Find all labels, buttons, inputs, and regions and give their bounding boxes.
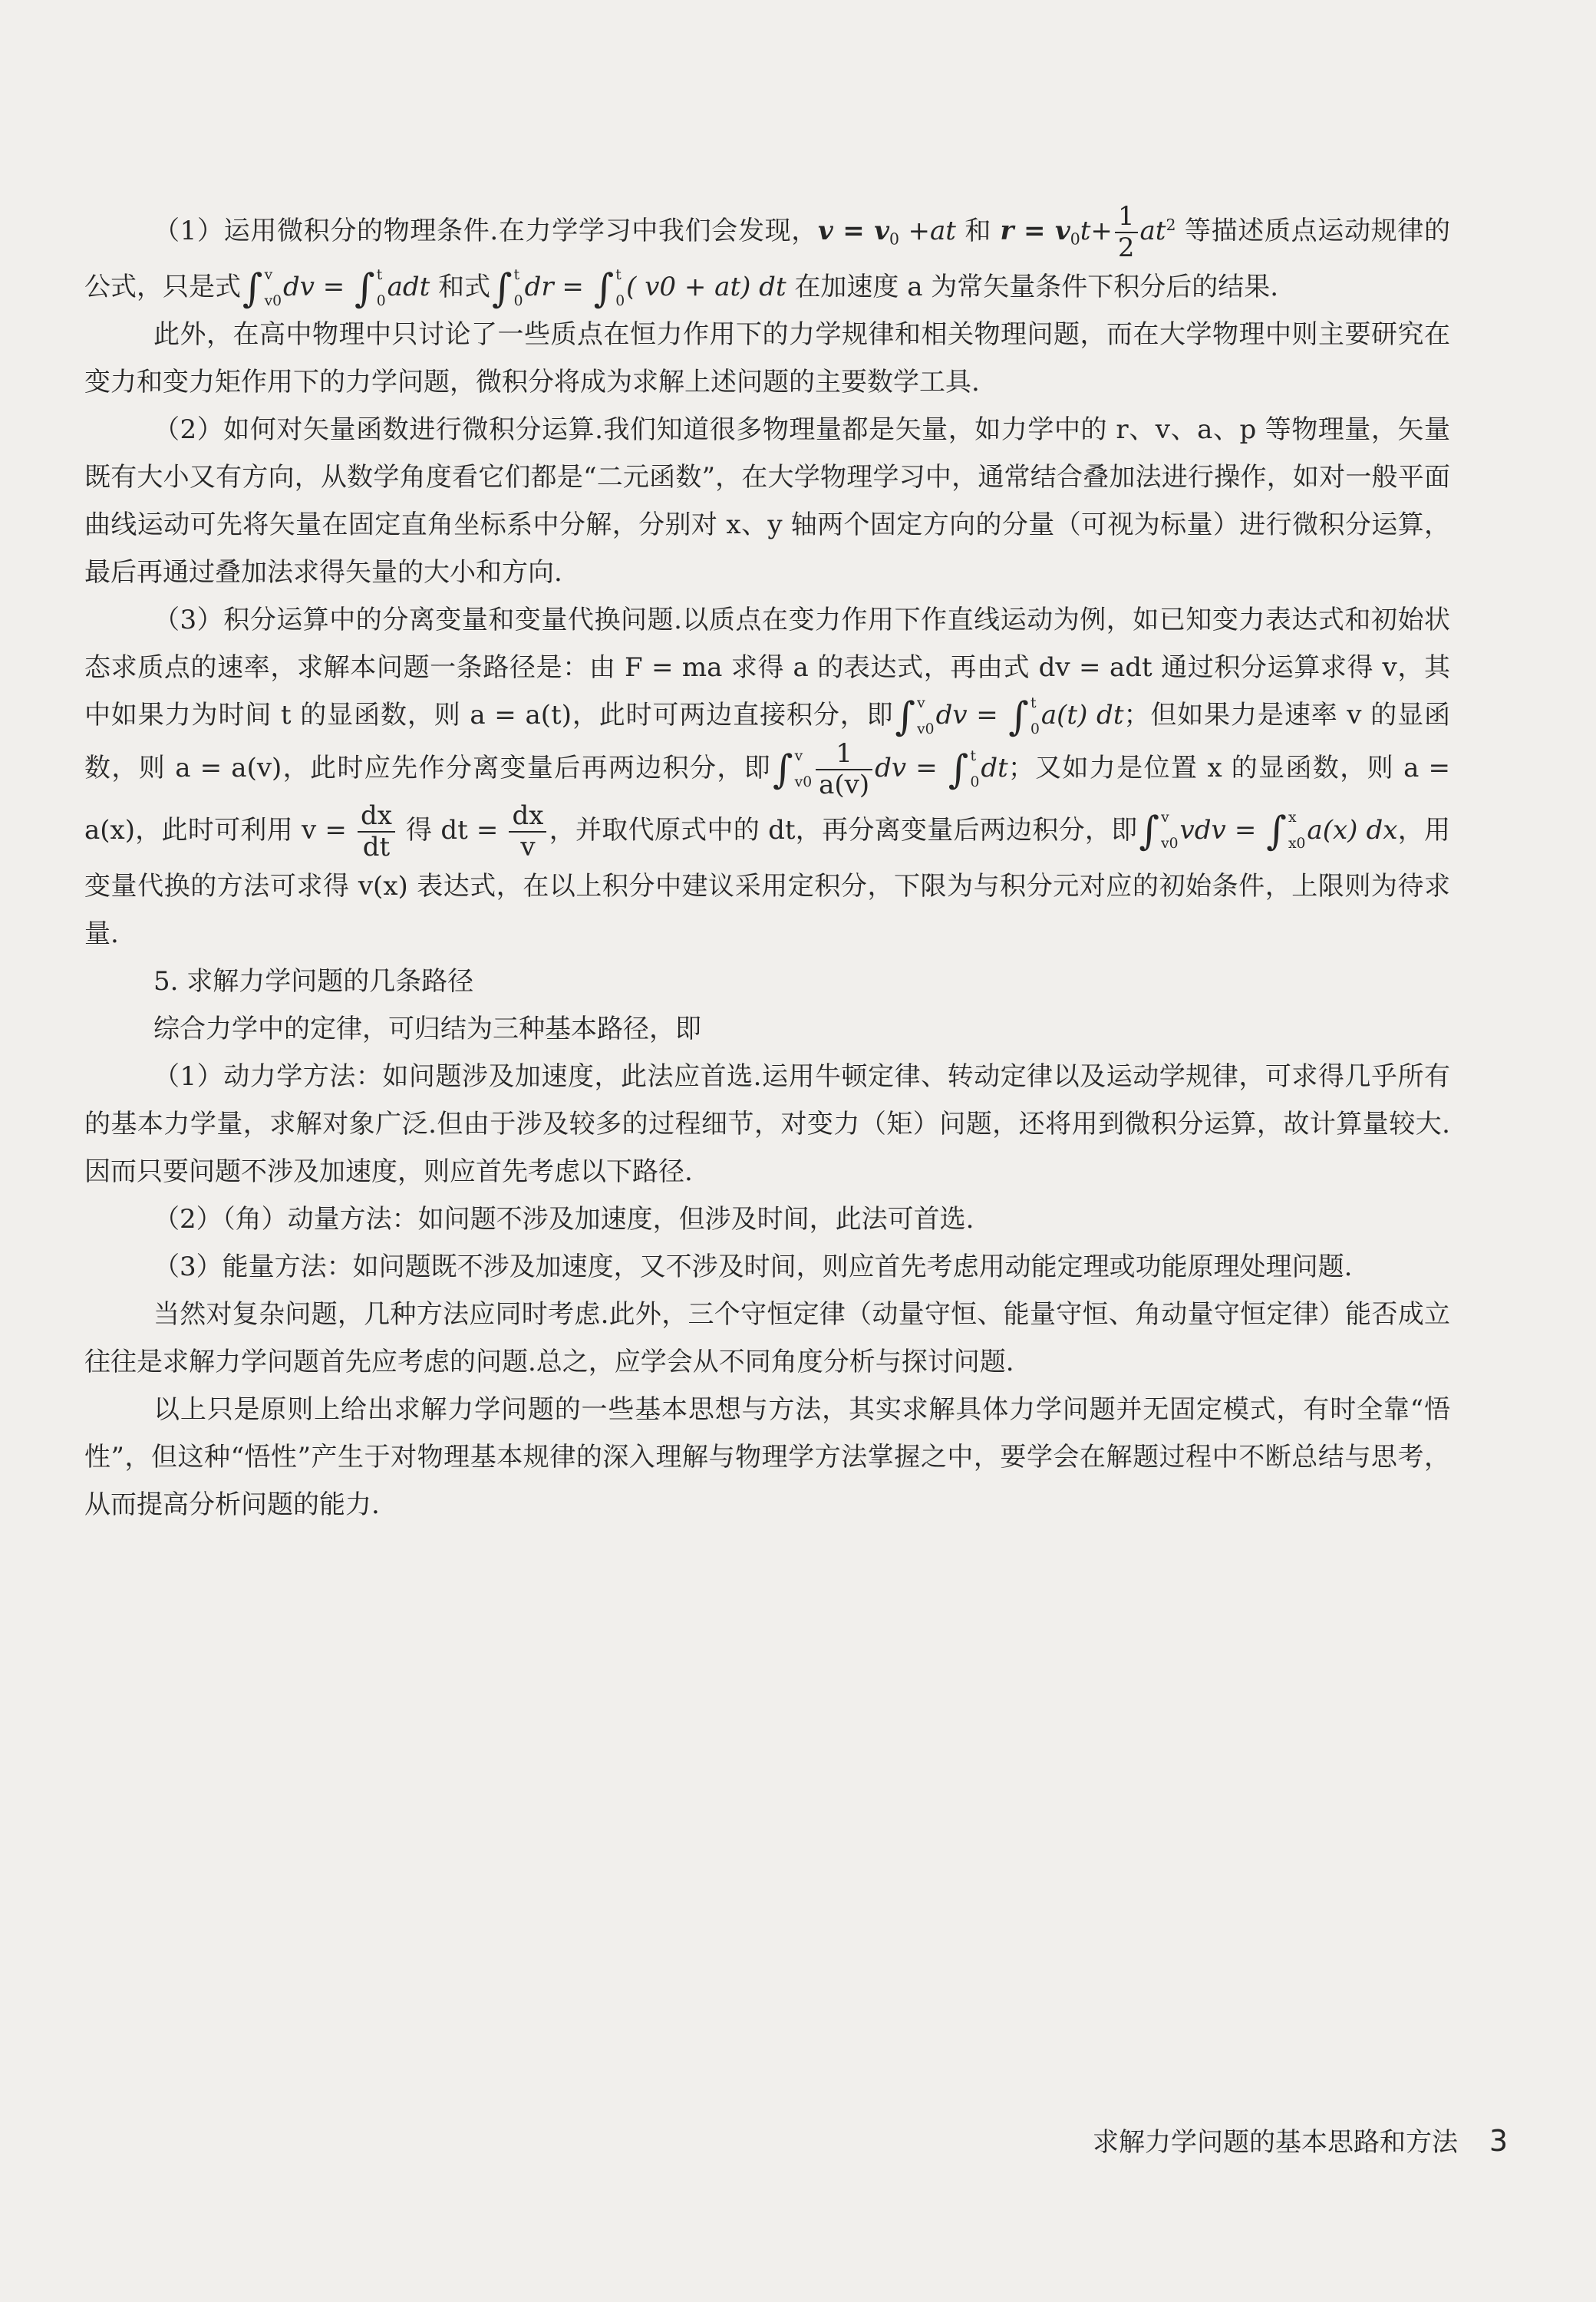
fraction-dx-v: $\frac{dx}{v}$ (509, 801, 546, 862)
paragraph-energy-method: （3）能量方法：如问题既不涉及加速度，又不涉及时间，则应首先考虑用动能定理或功能原理处理问题. (153, 1251, 1353, 1282)
paragraph-three-paths-intro: 综合力学中的定律，可归结为三种基本路径，即 (153, 1013, 701, 1044)
integral-adt: ∫ t 0 (354, 265, 386, 312)
paragraph-complex-problems: 当然对复杂问题，几种方法应同时考虑.此外，三个守恒定律（动量守恒、能量守恒、角动量守恒定律）能否成立往往是求解力学问题首先应考虑的问题.总之，应学会从不同角度分析与探讨问题. (84, 1298, 1450, 1377)
integral-dv-2: ∫ v v0 (895, 694, 935, 740)
integral-vdv: ∫ v v0 (1139, 809, 1179, 855)
paragraph-dynamics-method: （1）动力学方法：如问题涉及加速度，此法应首选.运用牛顿定律、转动定律以及运动学规律，可求得几乎所有的基本力学量，求解对象广泛.但由于涉及较多的过程细节，对变力（矩）问题，还将用到微积分运算，故计算量较大.因而只要问题不涉及加速度，则应首先考虑以下路径. (84, 1060, 1450, 1187)
integral-at-dt: ∫ t 0 (1008, 694, 1040, 740)
integral-dt: ∫ t 0 (948, 747, 980, 793)
paragraph-vector-calculus: （2）如何对矢量函数进行微积分运算.我们知道很多物理量都是矢量，如力学中的 r、v、a、p 等物理量，矢量既有大小又有方向，从数学角度看它们都是“二元函数”，在大学物理学习中，通常结合叠加法进行操作，如对一般平面曲线运动可先将矢量在固定直角坐标系中分解，分别对 x、y 轴两个固定方向的分量（可视为标量）进行微积分运算，最后再通过叠加法求得矢量的大小和方向. (84, 414, 1450, 589)
fraction-dx-dt: $\frac{dx}{dt}$ (358, 801, 395, 862)
paragraph-conclusion: 以上只是原则上给出求解力学问题的一些基本思想与方法，其实求解具体力学问题并无固定模式，有时全靠“悟性”，但这种“悟性”产生于对物理基本规律的深入理解与物理学方法掌握之中，要学会在解题过程中不断总结与思考，从而提高分析问题的能力. (84, 1393, 1450, 1520)
paragraph-variable-separation: （3）积分运算中的分离变量和变量代换问题.以质点在变力作用下作直线运动为例，如已知变力表达式和初始状态求质点的速率，求解本问题一条路径是：由 F = ma 求得 a 的表达式，再由式 dv = adt 通过积分运算求得 v，其中如果力为时间 t 的显函数，则 a = a(t)，此时可两边直接积分，即 ∫ v v0 dv = ∫ t 0 a(t) dt；但如果力是速率 v 的显函数，则 a = a(v)，此时应先作分离变量后再两边积分，即 ∫ v v0 $\frac{1}{a(v)}$ dv = ∫ t 0 dt；又如力是位置 x 的显函数，则 a = a(x)，此时可利用 v = $\frac{dx}{dt}$ 得 dt = $\frac{dx}{v}$ ，并取代原式中的 dt，再分离变量后两边积分，即 ∫ v v0 vdv = ∫ x x0 a(x) dx，用变量代换的方法可求得 v(x) 表达式，在以上积分中建议采用定积分，下限为与积分元对应的初始条件，上限则为待求量. (84, 605, 1451, 949)
body-text (84, 201, 1450, 1529)
integral-ax-dx: ∫ x x0 (1266, 809, 1306, 855)
running-footer-title: 求解力学问题的基本思路和方法 (1093, 2127, 1458, 2158)
integral-v0-at: ∫ t 0 (593, 265, 625, 312)
fraction-one-half: $\frac{1}{2}$ (1115, 202, 1138, 263)
paragraph-momentum-method: （2）（角）动量方法：如问题不涉及加速度，但涉及时间，此法可首选. (153, 1203, 974, 1235)
integral-dr: ∫ t 0 (492, 265, 523, 312)
page-number: 3 (1489, 2124, 1508, 2158)
fraction-one-over-av: $\frac{1}{a(v)}$ (816, 739, 872, 800)
integral-one-over-av: ∫ v v0 (773, 747, 813, 793)
section-heading-solution-paths: 5. 求解力学问题的几条路径 (153, 965, 474, 997)
integral-dv: ∫ v v0 (242, 265, 282, 312)
paragraph-university-physics: 此外，在高中物理中只讨论了一些质点在恒力作用下的力学规律和相关物理问题，而在大学物理中则主要研究在变力和变力矩作用下的力学问题，微积分将成为求解上述问题的主要数学工具. (84, 319, 1450, 398)
paragraph-calculus-conditions: （1）运用微积分的物理条件.在力学学习中我们会发现，$v = v_0 +at$ 和 $r = v_0t+$ $\frac{1}{2}$ $at^2$ 等描述质点运动规律的公式，只是式 ∫ v v0 dv = ∫ t 0 adt 和式 ∫ t 0 dr = ∫ t 0 ( v0 + at) dt 在加速度 a 为常矢量条件下积分后的结果. (84, 201, 1450, 312)
